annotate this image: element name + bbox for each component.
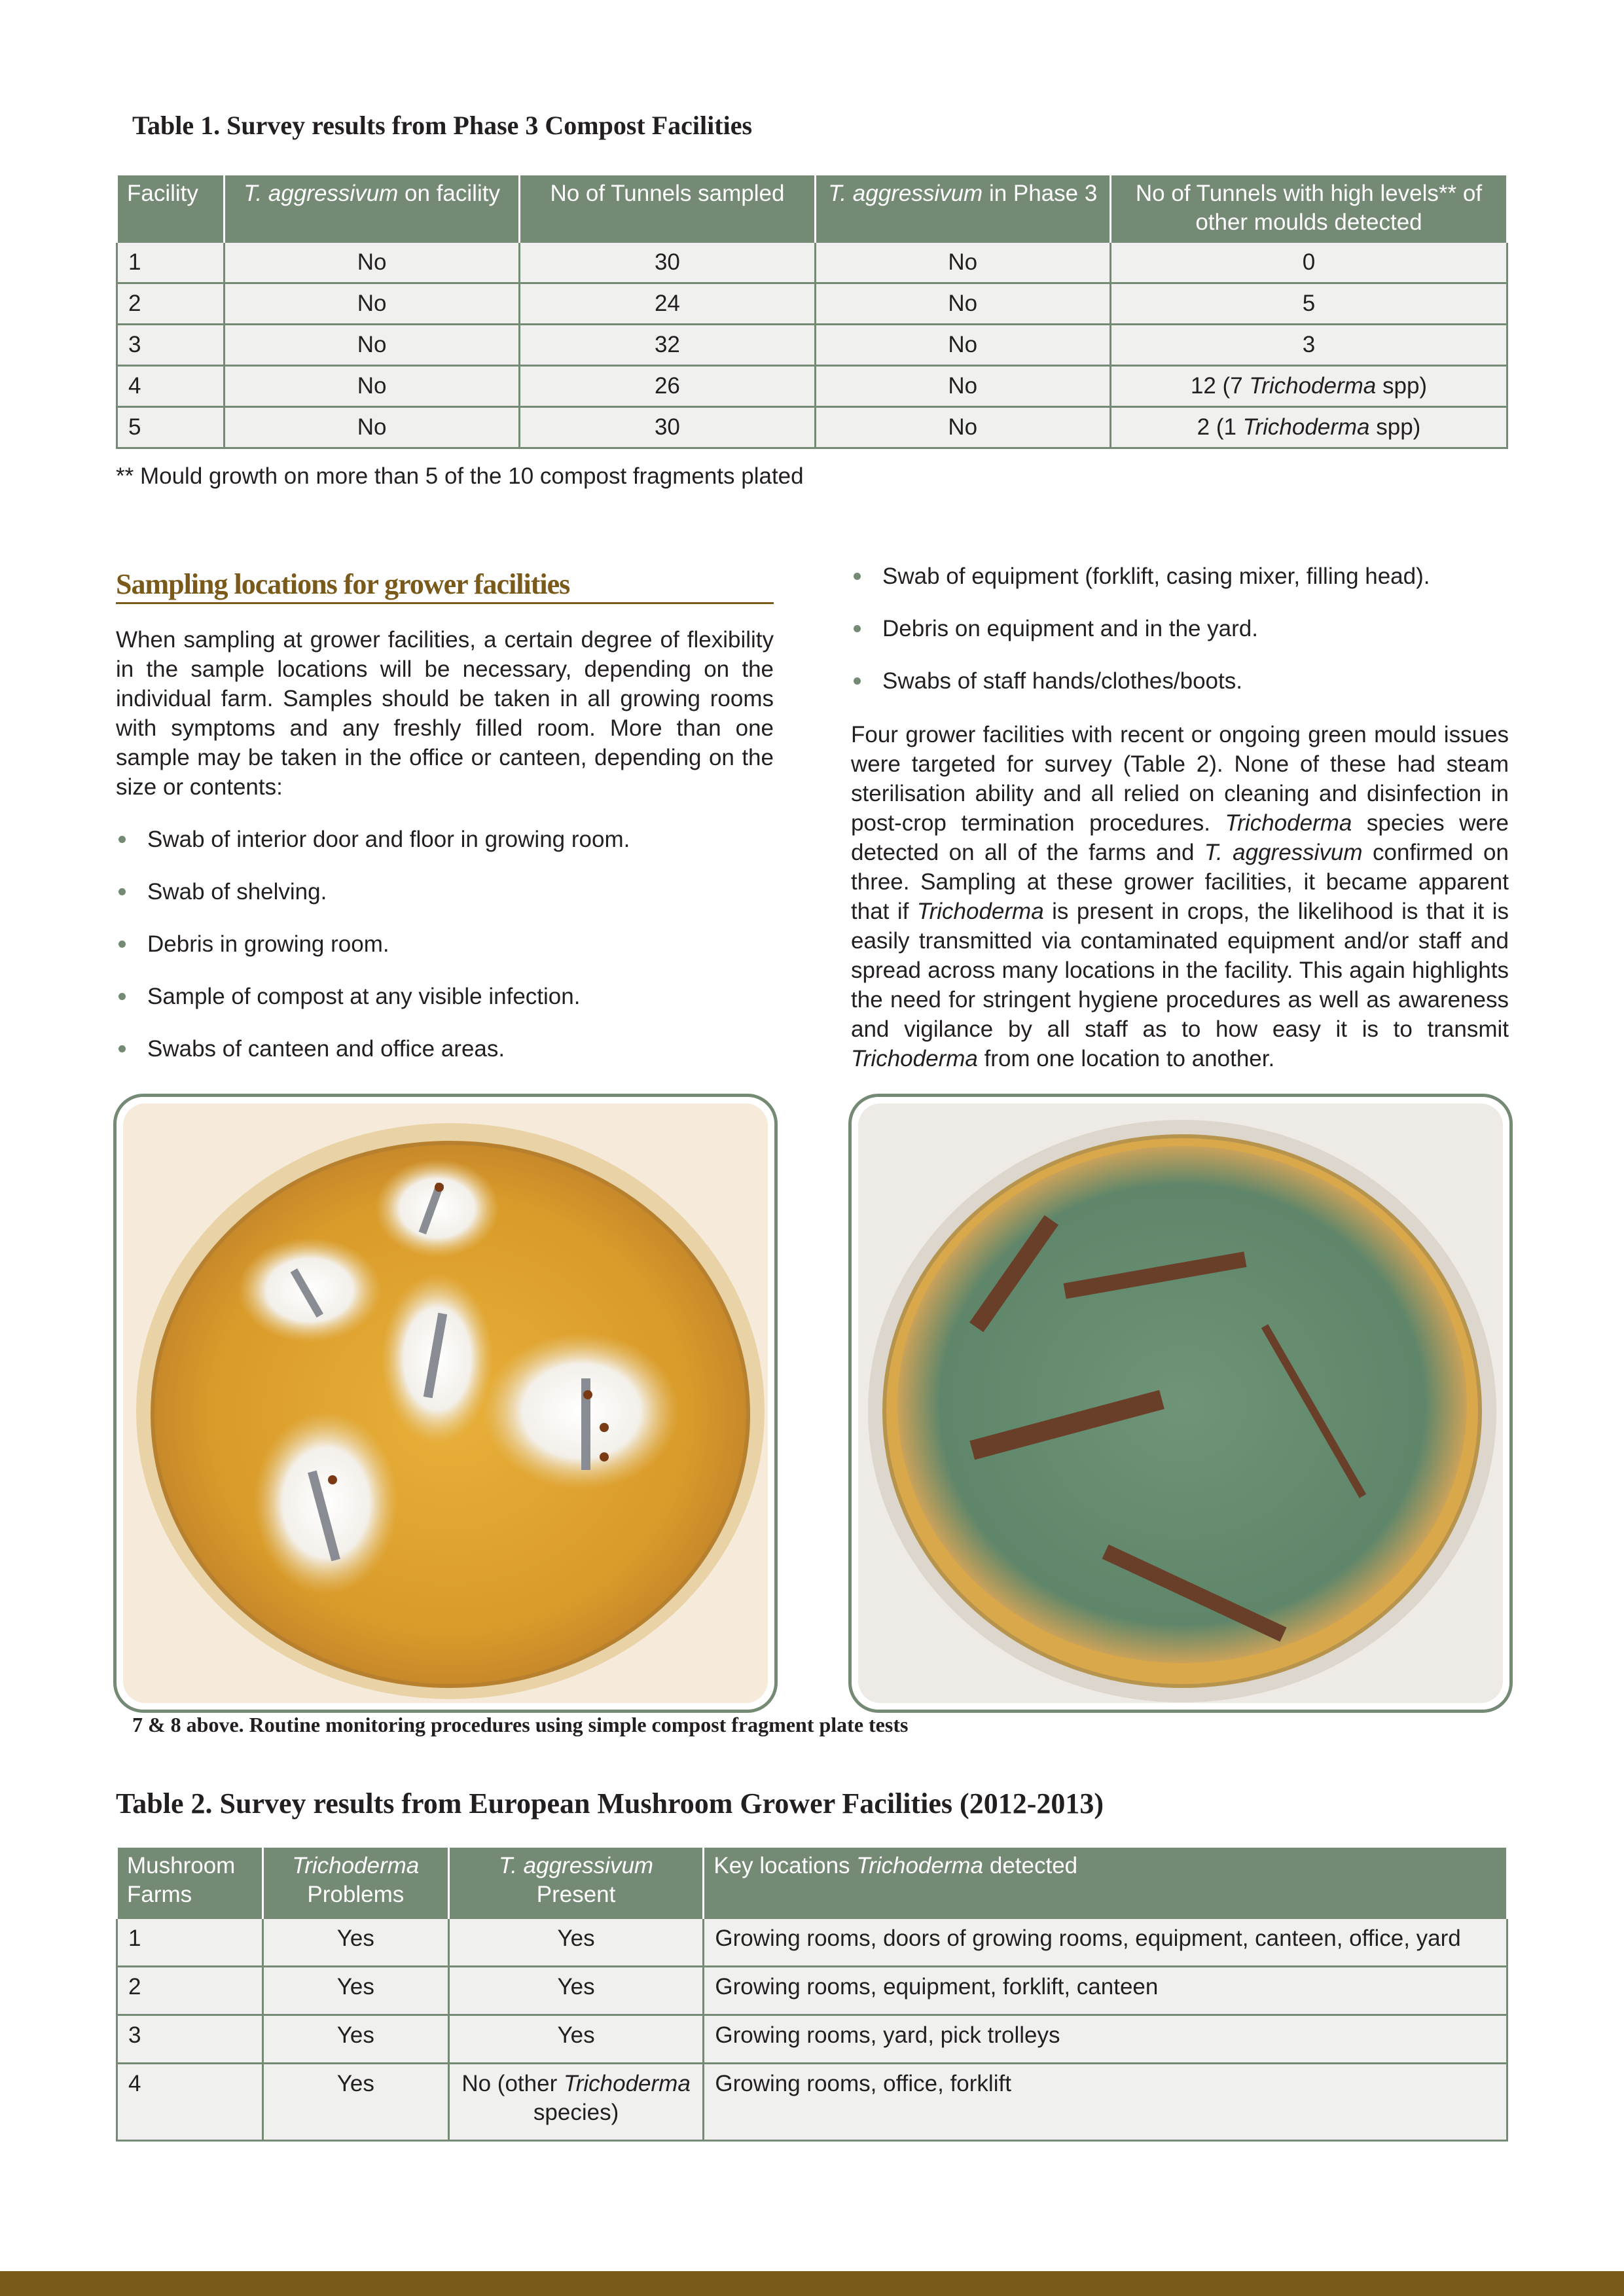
intro-paragraph: When sampling at grower facilities, a certain degree of flexibility in the sample locations will be necessary, depending on the individual farm. Samples should be taken in all growing rooms with symptoms and any freshly filled room. More than one sample may be taken in the office or canteen, depending on the size or contents: [116, 627, 774, 800]
table-cell: 5 [1110, 283, 1507, 325]
table-row [117, 325, 1507, 366]
table-cell: 26 [520, 366, 815, 407]
table-row [117, 366, 1507, 407]
table-cell: 1 [117, 1918, 263, 1967]
table-cell: Growing rooms, yard, pick trolleys [704, 2015, 1507, 2064]
bullet-icon [854, 677, 861, 685]
table-cell: Growing rooms, equipment, forklift, canteen [704, 1967, 1507, 2015]
table-cell: 4 [117, 2064, 263, 2141]
table-cell: No [224, 283, 519, 325]
list-item: Swab of equipment (forklift, casing mixer, filling head). [851, 562, 1509, 591]
list-item: Swab of shelving. [116, 877, 774, 906]
table-cell: 0 [1110, 242, 1507, 283]
table2 [116, 1846, 1508, 2142]
table-cell: No [815, 325, 1110, 366]
table-cell: Yes [448, 1967, 704, 2015]
table2-header-cell: Trichoderma Problems [262, 1847, 448, 1918]
bullet-icon [118, 836, 126, 843]
table-cell: 3 [117, 2015, 263, 2064]
table-cell: 30 [520, 242, 815, 283]
table-cell: No [815, 242, 1110, 283]
table-cell: No (other Trichoderma species) [448, 2064, 704, 2141]
table1-header-row [117, 175, 1507, 242]
bullet-icon [118, 1045, 126, 1052]
table-cell: Yes [448, 2015, 704, 2064]
table-cell: 24 [520, 283, 815, 325]
table-cell: Yes [262, 1918, 448, 1967]
bullet-icon [118, 993, 126, 1000]
table-cell: Yes [262, 2015, 448, 2064]
table-cell: 3 [1110, 325, 1507, 366]
table-cell: 32 [520, 325, 815, 366]
section-heading: Sampling locations for grower facilities [116, 568, 570, 600]
table2-header-cell: Mushroom Farms [117, 1847, 263, 1918]
table1-header-cell: No of Tunnels with high levels** of other moulds detected [1110, 175, 1507, 242]
survey-paragraph: Four grower facilities with recent or ongoing green mould issues were targeted for survey (Table 2). None of these had steam sterilisation ability and all relied on cleaning and disinfection in post-crop termination procedures. Trichoderma species were detected on all of the farms and T. aggressivum confirmed on three. Sampling at these grower facilities, it became apparent that if Trichoderma is present in crops, the likelihood is that it is easily transmitted via contaminated equipment and/or staff and spread across many locations in the facility. This again highlights the need for stringent hygiene procedures as well as awareness and vigilance by all staff as to how easy it is to transmit Trichoderma from one location to another. [851, 722, 1509, 1071]
table-row [117, 283, 1507, 325]
table-cell: 2 [117, 283, 225, 325]
table-cell: No [224, 325, 519, 366]
table2-header-cell: Key locations Trichoderma detected [704, 1847, 1507, 1918]
table-cell: Yes [262, 1967, 448, 2015]
table-row [117, 2064, 1507, 2141]
table-cell: No [224, 242, 519, 283]
table1 [116, 173, 1508, 449]
petri-dish-photo-yellow [123, 1103, 768, 1703]
table-cell: 3 [117, 325, 225, 366]
table-row [117, 242, 1507, 283]
figure-caption: 7 & 8 above. Routine monitoring procedures using simple compost fragment plate tests [132, 1713, 909, 1736]
figure-7-frame [113, 1094, 778, 1713]
table-cell: 1 [117, 242, 225, 283]
table1-title: Table 1. Survey results from Phase 3 Compost Facilities [132, 111, 753, 140]
table-cell: No [815, 366, 1110, 407]
table-cell: Yes [448, 1918, 704, 1967]
footer-bar [0, 2271, 1624, 2296]
table1-footnote: ** Mould growth on more than 5 of the 10 compost fragments plated [116, 463, 804, 489]
bullet-icon [118, 941, 126, 948]
list-item: Sample of compost at any visible infection. [116, 982, 774, 1011]
table-cell: 5 [117, 407, 225, 448]
table-cell: No [224, 366, 519, 407]
table-row [117, 407, 1507, 448]
table-row [117, 1918, 1507, 1967]
table1-header-cell: Facility [117, 175, 225, 242]
table2-title: Table 2. Survey results from European Mushroom Grower Facilities (2012-2013) [116, 1787, 1104, 1820]
table-cell: Growing rooms, doors of growing rooms, equipment, canteen, office, yard [704, 1918, 1507, 1967]
figure-8-frame [848, 1094, 1513, 1713]
list-item: Debris on equipment and in the yard. [851, 614, 1509, 643]
table2-header-cell: T. aggressivum Present [448, 1847, 704, 1918]
table-cell: Growing rooms, office, forklift [704, 2064, 1507, 2141]
table-row [117, 2015, 1507, 2064]
table1-header-cell: T. aggressivum on facility [224, 175, 519, 242]
bullet-list-left [116, 825, 774, 1064]
list-item: Swabs of staff hands/clothes/boots. [851, 666, 1509, 696]
table1-header-cell: T. aggressivum in Phase 3 [815, 175, 1110, 242]
list-item: Swab of interior door and floor in growing room. [116, 825, 774, 854]
petri-dish-image [123, 1103, 768, 1703]
table-cell: 2 (1 Trichoderma spp) [1110, 407, 1507, 448]
heading-rule [116, 602, 774, 604]
bullet-icon [854, 573, 861, 580]
table-cell: 4 [117, 366, 225, 407]
table2-header-row [117, 1847, 1507, 1918]
list-item: Debris in growing room. [116, 929, 774, 959]
table-cell: 2 [117, 1967, 263, 2015]
table-cell: 12 (7 Trichoderma spp) [1110, 366, 1507, 407]
table1-header-cell: No of Tunnels sampled [520, 175, 815, 242]
bullet-icon [118, 888, 126, 895]
list-item: Swabs of canteen and office areas. [116, 1034, 774, 1064]
table-cell: Yes [262, 2064, 448, 2141]
petri-dish-image [858, 1103, 1503, 1703]
bullet-list-right [851, 562, 1509, 696]
table-cell: 30 [520, 407, 815, 448]
table-row [117, 1967, 1507, 2015]
petri-dish-photo-green [858, 1103, 1503, 1703]
bullet-icon [854, 625, 861, 632]
table-cell: No [815, 283, 1110, 325]
table-cell: No [815, 407, 1110, 448]
table-cell: No [224, 407, 519, 448]
